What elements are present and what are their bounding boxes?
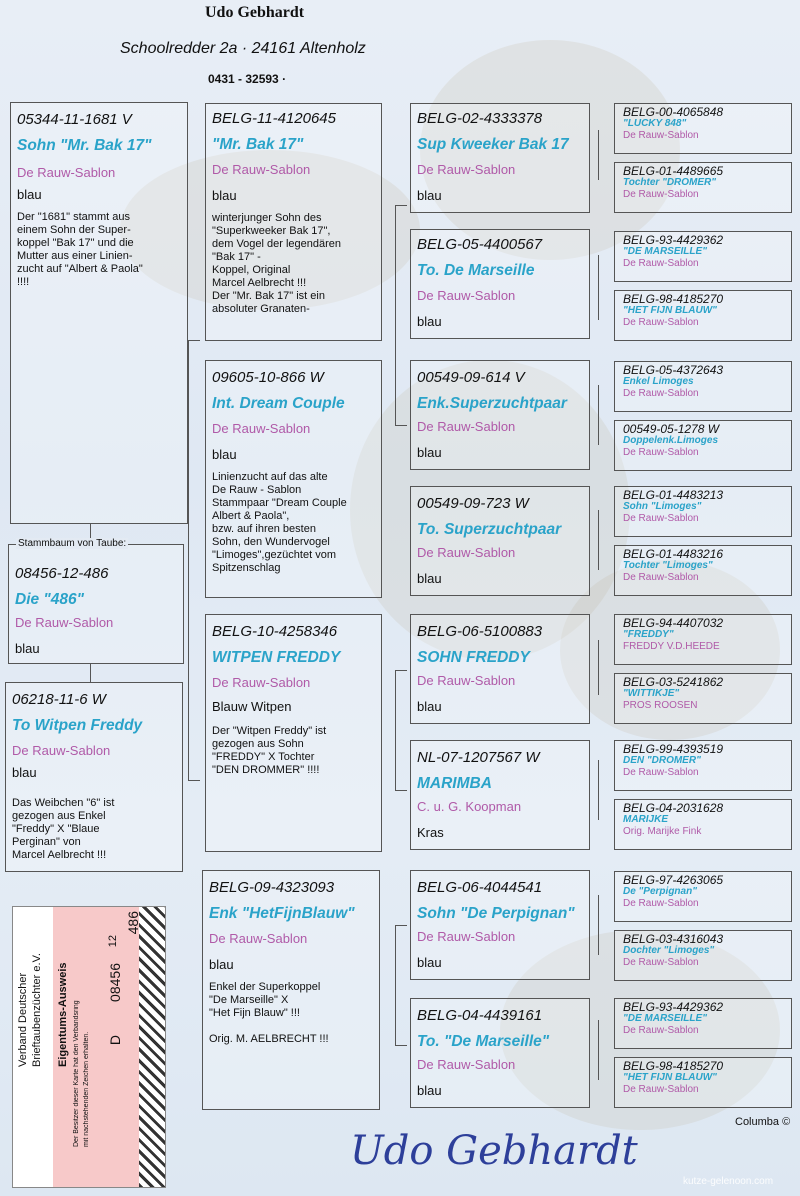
ring-number: 06218-11-6 W xyxy=(12,691,106,708)
card-org-line1: Verband Deutscher xyxy=(17,972,29,1067)
pigeon-color: blau xyxy=(417,188,442,203)
pedigree-caption: Stammbaum von Taube: xyxy=(18,538,127,549)
pigeon-color: blau xyxy=(417,955,442,970)
breeder-name: De Rauw-Sablon xyxy=(623,1084,699,1095)
connector-line xyxy=(598,760,599,820)
pigeon-color: Kras xyxy=(417,825,444,840)
breeder-name: De Rauw-Sablon xyxy=(623,447,699,458)
ancestor-box xyxy=(614,614,792,665)
connector-line xyxy=(90,664,91,682)
breeder-name: De Rauw-Sablon xyxy=(212,421,311,436)
great-grandparent-box xyxy=(410,870,590,980)
breeder-name: De Rauw-Sablon xyxy=(212,162,311,177)
ring-number: BELG-99-4393519 xyxy=(623,742,724,756)
pigeon-name: Die "486" xyxy=(15,591,84,608)
ring-number: BELG-04-2031628 xyxy=(623,801,724,815)
ring-number: BELG-00-4065848 xyxy=(623,105,724,119)
pigeon-name: To Witpen Freddy xyxy=(12,717,143,734)
connector-line xyxy=(395,925,396,1045)
ring-number: BELG-03-4316043 xyxy=(623,932,724,946)
ring-number: BELG-04-4439161 xyxy=(417,1007,543,1024)
connector-line xyxy=(598,1020,599,1080)
breeder-name: De Rauw-Sablon xyxy=(623,130,699,141)
ring-number: BELG-01-4489665 xyxy=(623,164,724,178)
great-grandparent-box xyxy=(410,360,590,470)
watermark-text: kutze-gelenoon.com xyxy=(683,1176,774,1187)
breeder-name: De Rauw-Sablon xyxy=(17,165,116,180)
grandparent-box xyxy=(205,103,382,341)
breeder-name: De Rauw-Sablon xyxy=(15,615,114,630)
ring-number: BELG-05-4400567 xyxy=(417,236,543,253)
pigeon-color: blau xyxy=(417,571,442,586)
breeder-name: Orig. Marijke Fink xyxy=(623,826,702,837)
ancestor-box xyxy=(614,231,792,282)
ancestor-box xyxy=(614,420,792,471)
ring-number: 08456-12-486 xyxy=(15,565,109,582)
ring-number: 09605-10-866 W xyxy=(212,369,324,386)
ancestor-box xyxy=(614,740,792,791)
main-pigeon-box xyxy=(8,544,184,664)
breeder-name: De Rauw-Sablon xyxy=(623,189,699,200)
great-grandparent-box xyxy=(410,998,590,1108)
pigeon-color: blau xyxy=(12,765,37,780)
pigeon-name: "DE MARSEILLE" xyxy=(623,246,707,257)
card-fine-print: mit nachstehenden Zeichen erhalten. xyxy=(83,1031,90,1147)
breeder-name: De Rauw-Sablon xyxy=(623,898,699,909)
ring-number: NL-07-1207567 W xyxy=(417,749,540,766)
ring-number: BELG-11-4120645 xyxy=(212,110,336,127)
breeder-name: De Rauw-Sablon xyxy=(417,545,516,560)
owner-name: Udo Gebhardt xyxy=(205,4,305,21)
owner-address: Schoolredder 2a · 24161 Altenholz xyxy=(120,40,366,57)
ring-number: BELG-01-4483213 xyxy=(623,488,724,502)
great-grandparent-box xyxy=(410,614,590,724)
ring-number: BELG-98-4185270 xyxy=(623,1059,724,1073)
pigeon-name: Enk "HetFijnBlauw" xyxy=(209,905,355,922)
ancestor-box xyxy=(614,998,792,1049)
breeder-name: De Rauw-Sablon xyxy=(417,419,516,434)
great-grandparent-box xyxy=(410,486,590,596)
pigeon-color: blau xyxy=(212,188,237,203)
breeder-name: De Rauw-Sablon xyxy=(12,743,111,758)
ring-number: 00549-09-614 V xyxy=(417,369,525,386)
breeder-name: De Rauw-Sablon xyxy=(209,931,308,946)
breeder-name: FREDDY V.D.HEEDE xyxy=(623,641,720,652)
connector-line xyxy=(188,340,200,341)
grandparent-box xyxy=(202,870,380,1110)
pigeon-name: SOHN FREDDY xyxy=(417,649,530,666)
pigeon-name: Sup Kweeker Bak 17 xyxy=(417,136,569,153)
connector-line xyxy=(395,790,407,791)
card-org-line2: Brieftaubenzüchter e.V. xyxy=(31,953,43,1067)
breeder-name: C. u. G. Koopman xyxy=(417,799,522,814)
pigeon-name: DEN "DROMER" xyxy=(623,755,701,766)
ancestor-box xyxy=(614,673,792,724)
connector-line xyxy=(598,640,599,695)
connector-line xyxy=(395,925,407,926)
pigeon-name: "Mr. Bak 17" xyxy=(212,136,304,153)
owner-phone: 0431 - 32593 · xyxy=(208,72,287,86)
pigeon-color: Blauw Witpen xyxy=(212,699,292,714)
card-ring-number: 08456 xyxy=(107,963,123,1002)
connector-line xyxy=(598,130,599,180)
handwritten-signature: Udo Gebhardt xyxy=(350,1128,638,1174)
card-ring-serial: 486 xyxy=(125,911,141,935)
ancestor-box xyxy=(614,545,792,596)
pigeon-name: Tochter "Limoges" xyxy=(623,560,713,571)
ancestor-box xyxy=(614,361,792,412)
pigeon-name: "FREDDY" xyxy=(623,629,674,640)
pigeon-notes: Linienzucht auf das alte De Rauw - Sablon Stammpaar "Dream Couple Albert & Paola", bzw. auf ihren besten Sohn, den Wundervogel "Limoges",gezüchtet vom Spitzenschlag xyxy=(212,471,347,574)
pigeon-color: blau xyxy=(417,445,442,460)
great-grandparent-box xyxy=(410,229,590,339)
breeder-name: De Rauw-Sablon xyxy=(417,1057,516,1072)
grandparent-box xyxy=(205,614,382,852)
connector-line xyxy=(395,205,407,206)
pigeon-name: Dochter "Limoges" xyxy=(623,945,715,956)
pigeon-name: To. "De Marseille" xyxy=(417,1033,550,1050)
pigeon-color: blau xyxy=(417,699,442,714)
ancestor-box xyxy=(614,930,792,981)
pigeon-notes: Enkel der Superkoppel "De Marseille" X "Het Fijn Blauw" !!! Orig. M. AELBRECHT !!! xyxy=(209,981,329,1045)
pigeon-name: MARIMBA xyxy=(417,775,492,792)
pigeon-name: Sohn "Mr. Bak 17" xyxy=(17,137,152,154)
card-zigzag-border xyxy=(139,907,165,1187)
ancestor-box xyxy=(614,103,792,154)
pigeon-name: Enkel Limoges xyxy=(623,376,694,387)
ancestor-box xyxy=(614,871,792,922)
great-grandparent-box xyxy=(410,740,590,850)
ring-number: 05344-11-1681 V xyxy=(17,111,132,128)
card-ring-year: 12 xyxy=(107,935,119,948)
breeder-name: De Rauw-Sablon xyxy=(623,317,699,328)
breeder-name: De Rauw-Sablon xyxy=(623,957,699,968)
pigeon-name: Sohn "De Perpignan" xyxy=(417,905,575,922)
grandparent-box xyxy=(205,360,382,598)
connector-line xyxy=(395,425,407,426)
pigeon-color: blau xyxy=(212,447,237,462)
ownership-card xyxy=(12,906,166,1188)
ring-number: BELG-93-4429362 xyxy=(623,233,724,247)
breeder-name: De Rauw-Sablon xyxy=(623,258,699,269)
pigeon-name: "HET FIJN BLAUW" xyxy=(623,305,717,316)
breeder-name: De Rauw-Sablon xyxy=(417,162,516,177)
sire-box xyxy=(10,102,188,524)
breeder-name: De Rauw-Sablon xyxy=(623,1025,699,1036)
ancestor-box xyxy=(614,799,792,850)
pigeon-name: De "Perpignan" xyxy=(623,886,697,897)
pigeon-name: Tochter "DROMER" xyxy=(623,177,717,188)
ring-number: BELG-93-4429362 xyxy=(623,1000,724,1014)
ancestor-box xyxy=(614,290,792,341)
ring-number: 00549-05-1278 W xyxy=(623,422,720,436)
great-grandparent-box xyxy=(410,103,590,213)
breeder-name: De Rauw-Sablon xyxy=(417,288,516,303)
ring-number: BELG-09-4323093 xyxy=(209,879,335,896)
ring-number: BELG-98-4185270 xyxy=(623,292,724,306)
pigeon-notes: Das Weibchen "6" ist gezogen aus Enkel "Freddy" X "Blaue Perginan" von Marcel Aelbrecht !!! xyxy=(12,797,115,861)
connector-line xyxy=(598,510,599,570)
pigeon-name: Sohn "Limoges" xyxy=(623,501,702,512)
pigeon-name: To. De Marseille xyxy=(417,262,535,279)
pigeon-color: blau xyxy=(17,187,42,202)
ancestor-box xyxy=(614,1057,792,1108)
pigeon-name: "HET FIJN BLAUW" xyxy=(623,1072,717,1083)
connector-line xyxy=(395,205,396,425)
card-title: Eigentums-Ausweis xyxy=(57,962,69,1067)
ring-number: BELG-03-5241862 xyxy=(623,675,724,689)
pigeon-name: "DE MARSEILLE" xyxy=(623,1013,707,1024)
pigeon-name: "WITTIKJE" xyxy=(623,688,680,699)
pigeon-name: Enk.Superzuchtpaar xyxy=(417,395,567,412)
connector-line xyxy=(598,895,599,955)
pigeon-color: blau xyxy=(209,957,234,972)
card-fine-print: Der Besitzer dieser Karte hat den Verbandsring xyxy=(73,1000,80,1147)
connector-line xyxy=(188,340,189,780)
pigeon-name: MARIJKE xyxy=(623,814,669,825)
breeder-name: De Rauw-Sablon xyxy=(623,572,699,583)
ring-number: BELG-02-4333378 xyxy=(417,110,543,127)
breeder-name: De Rauw-Sablon xyxy=(417,673,516,688)
ring-number: BELG-01-4483216 xyxy=(623,547,724,561)
ring-number: BELG-10-4258346 xyxy=(212,623,338,640)
pigeon-color: blau xyxy=(417,1083,442,1098)
ancestor-box xyxy=(614,162,792,213)
ring-number: 00549-09-723 W xyxy=(417,495,529,512)
connector-line xyxy=(598,385,599,445)
pigeon-name: Doppelenk.Limoges xyxy=(623,435,719,446)
credit-text: Columba © xyxy=(735,1116,791,1128)
breeder-name: De Rauw-Sablon xyxy=(212,675,311,690)
ring-number: BELG-06-5100883 xyxy=(417,623,543,640)
connector-line xyxy=(395,670,407,671)
pigeon-name: WITPEN FREDDY xyxy=(212,649,341,666)
connector-line xyxy=(395,670,396,790)
breeder-name: De Rauw-Sablon xyxy=(623,388,699,399)
card-ring-prefix: D xyxy=(107,1035,123,1046)
ring-number: BELG-94-4407032 xyxy=(623,616,724,630)
ring-number: BELG-97-4263065 xyxy=(623,873,724,887)
pigeon-name: Int. Dream Couple xyxy=(212,395,345,412)
pigeon-color: blau xyxy=(417,314,442,329)
breeder-name: PROS ROOSEN xyxy=(623,700,698,711)
connector-line xyxy=(188,780,200,781)
breeder-name: De Rauw-Sablon xyxy=(623,767,699,778)
ancestor-box xyxy=(614,486,792,537)
pigeon-name: "LUCKY 848" xyxy=(623,118,687,129)
pigeon-name: To. Superzuchtpaar xyxy=(417,521,562,538)
ring-number: BELG-05-4372643 xyxy=(623,363,724,377)
dam-box xyxy=(5,682,183,872)
pigeon-notes: winterjunger Sohn des "Superkweeker Bak 17", dem Vogel der legendären "Bak 17" - Koppel, Original Marcel Aelbrecht !!! Der "Mr. Bak 17" ist ein absoluter Granaten- xyxy=(212,212,342,315)
ring-number: BELG-06-4044541 xyxy=(417,879,543,896)
pigeon-notes: Der "1681" stammt aus einem Sohn der Super- koppel "Bak 17" und die Mutter aus einer Linien- zucht auf "Albert & Paola" !!!! xyxy=(17,211,143,288)
pigeon-notes: Der "Witpen Freddy" ist gezogen aus Sohn "FREDDY" X Tochter "DEN DROMMER" !!!! xyxy=(212,725,327,776)
connector-line xyxy=(598,255,599,320)
breeder-name: De Rauw-Sablon xyxy=(623,513,699,524)
pigeon-color: blau xyxy=(15,641,40,656)
connector-line xyxy=(395,1045,407,1046)
breeder-name: De Rauw-Sablon xyxy=(417,929,516,944)
